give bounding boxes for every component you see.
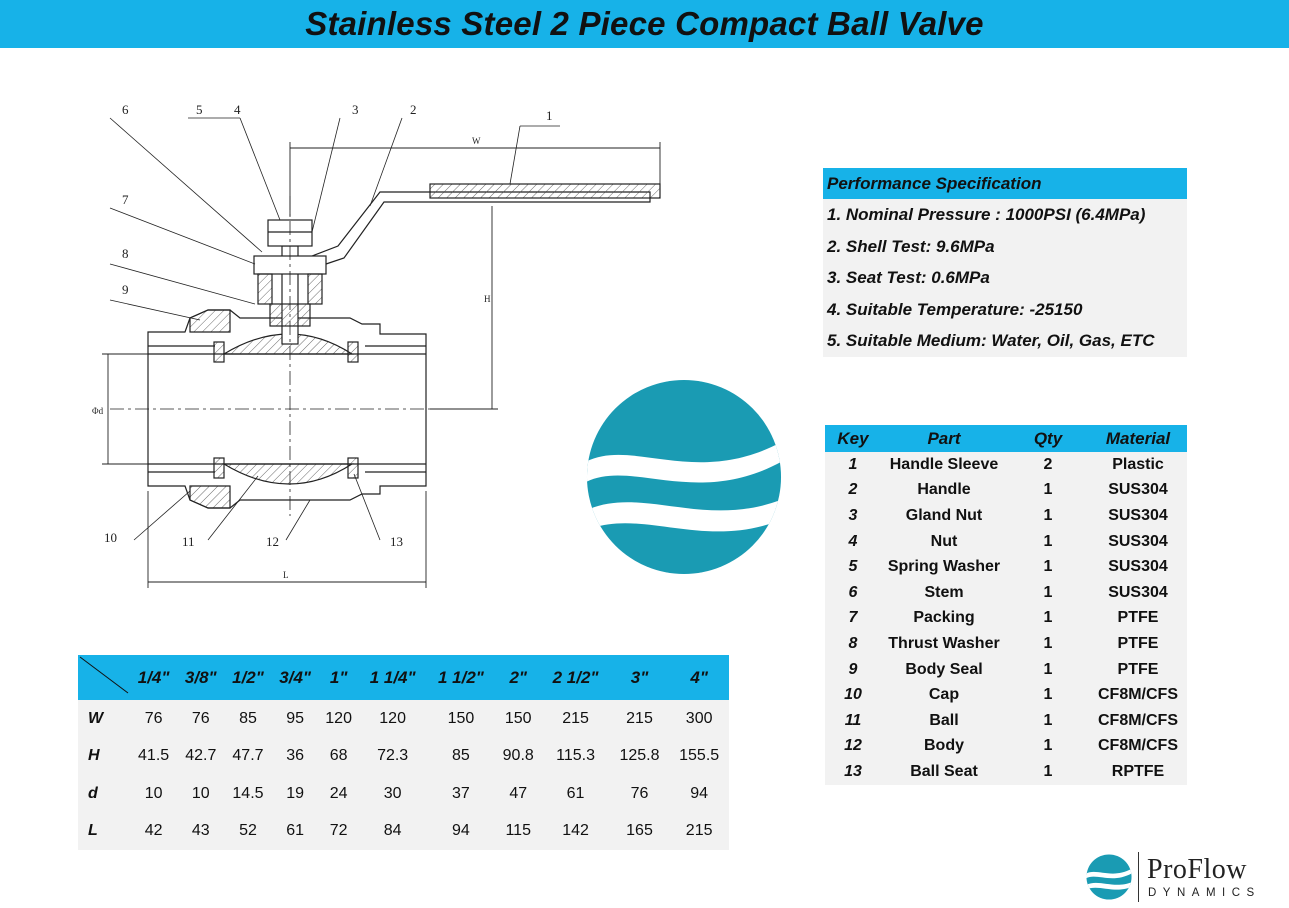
parts-cell-part: Packing — [881, 606, 1007, 632]
dimension-value: 95 — [272, 700, 319, 738]
parts-cell-key: 2 — [825, 478, 881, 504]
parts-cell-qty: 2 — [1007, 452, 1089, 478]
callout-3: 3 — [352, 102, 359, 117]
parts-cell-material: PTFE — [1089, 657, 1187, 683]
parts-row — [825, 529, 1187, 555]
dimension-value: 90.8 — [495, 738, 541, 776]
callout-12: 12 — [266, 534, 279, 549]
parts-cell-part: Cap — [881, 682, 1007, 708]
parts-cell-qty: 1 — [1007, 478, 1089, 504]
parts-cell-material: SUS304 — [1089, 529, 1187, 555]
performance-specification — [823, 168, 1187, 357]
parts-row — [825, 554, 1187, 580]
dimension-value: 215 — [610, 700, 670, 738]
parts-cell-part: Spring Washer — [881, 554, 1007, 580]
dimension-value: 165 — [610, 813, 670, 851]
dim-label-w: W — [472, 136, 481, 146]
parts-header-material: Material — [1089, 425, 1187, 452]
callout-1: 1 — [546, 108, 553, 123]
parts-header-part: Part — [881, 425, 1007, 452]
performance-heading: Performance Specification — [823, 168, 1187, 199]
callout-13: 13 — [390, 534, 403, 549]
page-title: Stainless Steel 2 Piece Compact Ball Valve — [305, 5, 984, 42]
dimension-size-header: 2" — [495, 655, 541, 700]
parts-cell-key: 10 — [825, 682, 881, 708]
callout-10: 10 — [104, 530, 117, 545]
dimension-value: 24 — [319, 775, 359, 813]
brand-logo — [1086, 850, 1286, 906]
brand-separator — [1138, 852, 1139, 902]
dimension-value: 61 — [272, 813, 319, 851]
wave-logo-icon — [585, 378, 783, 576]
parts-cell-key: 7 — [825, 606, 881, 632]
parts-cell-material: PTFE — [1089, 631, 1187, 657]
dimension-value: 150 — [495, 700, 541, 738]
parts-cell-material: SUS304 — [1089, 503, 1187, 529]
dimension-value: 85 — [427, 738, 495, 776]
dimension-row — [78, 738, 729, 776]
performance-item: 1. Nominal Pressure : 1000PSI (6.4MPa) — [823, 199, 1187, 231]
dimension-size-header: 1/4" — [130, 655, 177, 700]
dimension-value: 76 — [610, 775, 670, 813]
dimension-size-header: 2 1/2" — [541, 655, 609, 700]
dimension-size-header: 4" — [669, 655, 729, 700]
dimension-value: 72.3 — [359, 738, 427, 776]
parts-header-qty: Qty — [1007, 425, 1089, 452]
dimension-value: 47 — [495, 775, 541, 813]
dimension-value: 120 — [319, 700, 359, 738]
dimension-header-row — [78, 655, 729, 700]
dimension-value: 85 — [224, 700, 271, 738]
dimension-value: 94 — [427, 813, 495, 851]
parts-cell-qty: 1 — [1007, 631, 1089, 657]
parts-row — [825, 708, 1187, 734]
parts-cell-key: 8 — [825, 631, 881, 657]
dimension-value: 41.5 — [130, 738, 177, 776]
parts-header-row — [825, 425, 1187, 452]
parts-cell-part: Body Seal — [881, 657, 1007, 683]
parts-row — [825, 759, 1187, 785]
dimension-value: 76 — [177, 700, 224, 738]
parts-cell-part: Thrust Washer — [881, 631, 1007, 657]
dimension-value: 300 — [669, 700, 729, 738]
dimension-value: 115 — [495, 813, 541, 851]
dimension-value: 115.3 — [541, 738, 609, 776]
parts-cell-material: SUS304 — [1089, 478, 1187, 504]
parts-row — [825, 657, 1187, 683]
parts-cell-key: 9 — [825, 657, 881, 683]
dimension-value: 30 — [359, 775, 427, 813]
callout-9: 9 — [122, 282, 129, 297]
dimension-value: 36 — [272, 738, 319, 776]
parts-cell-qty: 1 — [1007, 606, 1089, 632]
parts-cell-material: RPTFE — [1089, 759, 1187, 785]
parts-cell-key: 1 — [825, 452, 881, 478]
dimension-value: 72 — [319, 813, 359, 851]
dimension-value: 76 — [130, 700, 177, 738]
dimension-value: 215 — [541, 700, 609, 738]
parts-cell-qty: 1 — [1007, 503, 1089, 529]
parts-cell-material: CF8M/CFS — [1089, 682, 1187, 708]
parts-cell-material: SUS304 — [1089, 580, 1187, 606]
dimension-value: 68 — [319, 738, 359, 776]
dimension-value: 61 — [541, 775, 609, 813]
parts-row — [825, 452, 1187, 478]
callout-7: 7 — [122, 192, 129, 207]
parts-cell-part: Gland Nut — [881, 503, 1007, 529]
dimension-size-header: 1 1/2" — [427, 655, 495, 700]
dimension-value: 215 — [669, 813, 729, 851]
dimension-row-label: W — [78, 700, 130, 738]
dimension-value: 84 — [359, 813, 427, 851]
parts-cell-qty: 1 — [1007, 529, 1089, 555]
dimension-value: 47.7 — [224, 738, 271, 776]
parts-cell-qty: 1 — [1007, 708, 1089, 734]
dimension-row-label: H — [78, 738, 130, 776]
dimension-row-label: d — [78, 775, 130, 813]
parts-row — [825, 606, 1187, 632]
brand-subtitle: DYNAMICS — [1148, 887, 1261, 899]
dimension-size-header: 1/2" — [224, 655, 271, 700]
parts-cell-key: 3 — [825, 503, 881, 529]
callout-4: 4 — [234, 102, 241, 117]
dimension-value: 150 — [427, 700, 495, 738]
parts-cell-qty: 1 — [1007, 554, 1089, 580]
parts-cell-key: 4 — [825, 529, 881, 555]
dim-label-d: Φd — [92, 406, 104, 416]
parts-cell-part: Body — [881, 734, 1007, 760]
dimension-row — [78, 813, 729, 851]
dimension-row — [78, 775, 729, 813]
parts-cell-key: 12 — [825, 734, 881, 760]
dim-label-l: L — [283, 570, 289, 580]
dimension-value: 94 — [669, 775, 729, 813]
dimension-value: 43 — [177, 813, 224, 851]
dimension-value: 42 — [130, 813, 177, 851]
parts-cell-material: PTFE — [1089, 606, 1187, 632]
parts-cell-qty: 1 — [1007, 759, 1089, 785]
performance-item: 5. Suitable Medium: Water, Oil, Gas, ETC — [823, 325, 1187, 357]
parts-cell-key: 11 — [825, 708, 881, 734]
parts-cell-part: Stem — [881, 580, 1007, 606]
parts-cell-material: Plastic — [1089, 452, 1187, 478]
parts-cell-key: 6 — [825, 580, 881, 606]
parts-row — [825, 580, 1187, 606]
dimension-size-header: 3/4" — [272, 655, 319, 700]
parts-cell-qty: 1 — [1007, 580, 1089, 606]
callout-2: 2 — [410, 102, 417, 117]
dimension-corner-cell — [78, 655, 130, 700]
dimension-value: 52 — [224, 813, 271, 851]
dimension-value: 120 — [359, 700, 427, 738]
parts-cell-material: SUS304 — [1089, 554, 1187, 580]
dim-label-h: H — [484, 294, 491, 304]
parts-row — [825, 734, 1187, 760]
callout-8: 8 — [122, 246, 129, 261]
dimension-value: 155.5 — [669, 738, 729, 776]
dimension-value: 42.7 — [177, 738, 224, 776]
dimension-value: 10 — [130, 775, 177, 813]
performance-item: 4. Suitable Temperature: -25150 — [823, 294, 1187, 326]
title-bar — [0, 0, 1289, 48]
parts-cell-key: 13 — [825, 759, 881, 785]
parts-cell-qty: 1 — [1007, 682, 1089, 708]
dimension-value: 125.8 — [610, 738, 670, 776]
parts-row — [825, 631, 1187, 657]
dimension-value: 19 — [272, 775, 319, 813]
parts-row — [825, 503, 1187, 529]
parts-header-key: Key — [825, 425, 881, 452]
dimension-value: 37 — [427, 775, 495, 813]
parts-cell-part: Nut — [881, 529, 1007, 555]
dimension-size-header: 3" — [610, 655, 670, 700]
brand-name: ProFlow — [1147, 854, 1247, 885]
diagonal-line-icon — [78, 655, 130, 695]
parts-row — [825, 682, 1187, 708]
callout-5: 5 — [196, 102, 203, 117]
parts-cell-part: Ball — [881, 708, 1007, 734]
parts-row — [825, 478, 1187, 504]
parts-cell-key: 5 — [825, 554, 881, 580]
dimension-row — [78, 700, 729, 738]
parts-cell-part: Handle Sleeve — [881, 452, 1007, 478]
parts-cell-material: CF8M/CFS — [1089, 708, 1187, 734]
performance-item: 3. Seat Test: 0.6MPa — [823, 262, 1187, 294]
dimension-value: 14.5 — [224, 775, 271, 813]
parts-table — [825, 425, 1187, 785]
dimension-row-label: L — [78, 813, 130, 851]
dimension-table — [78, 655, 729, 850]
parts-cell-qty: 1 — [1007, 734, 1089, 760]
parts-cell-part: Handle — [881, 478, 1007, 504]
dimension-value: 10 — [177, 775, 224, 813]
dimension-size-header: 1 1/4" — [359, 655, 427, 700]
performance-item: 2. Shell Test: 9.6MPa — [823, 231, 1187, 263]
dimension-size-header: 3/8" — [177, 655, 224, 700]
dimension-value: 142 — [541, 813, 609, 851]
callout-11: 11 — [182, 534, 195, 549]
parts-cell-part: Ball Seat — [881, 759, 1007, 785]
parts-cell-qty: 1 — [1007, 657, 1089, 683]
brand-wave-icon — [1086, 854, 1132, 900]
dimension-size-header: 1" — [319, 655, 359, 700]
callout-6: 6 — [122, 102, 129, 117]
parts-cell-material: CF8M/CFS — [1089, 734, 1187, 760]
